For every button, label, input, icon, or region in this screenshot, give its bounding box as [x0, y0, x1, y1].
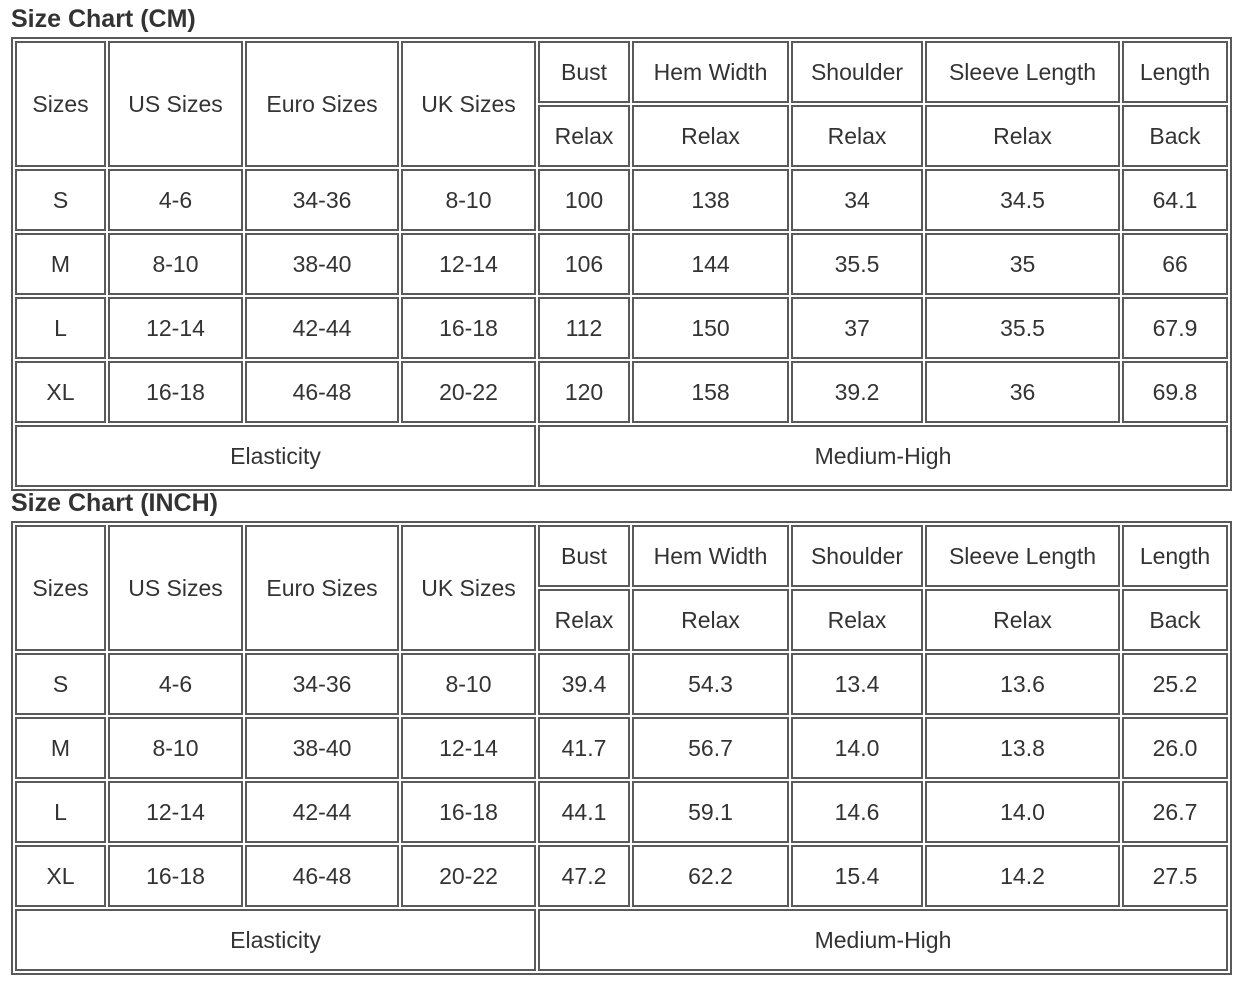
table-row: [15, 361, 1228, 423]
cell-uk-size: 20-22: [401, 845, 536, 907]
header-row: [15, 525, 1228, 587]
table-row: [15, 845, 1228, 907]
header-us-sizes: US Sizes: [108, 525, 243, 651]
table-row: [15, 781, 1228, 843]
cell-bust: 106: [538, 233, 630, 295]
cell-length: 64.1: [1122, 169, 1228, 231]
cell-bust: 112: [538, 297, 630, 359]
subheader-shoulder: Relax: [791, 589, 923, 651]
header-sleeve-length: Sleeve Length: [925, 525, 1120, 587]
cell-euro-size: 34-36: [245, 653, 399, 715]
elasticity-value: Medium-High: [538, 909, 1228, 971]
cell-sleeve-length: 13.8: [925, 717, 1120, 779]
cell-us-size: 16-18: [108, 361, 243, 423]
cell-uk-size: 8-10: [401, 653, 536, 715]
header-hem-width: Hem Width: [632, 41, 789, 103]
cell-bust: 44.1: [538, 781, 630, 843]
cell-uk-size: 12-14: [401, 717, 536, 779]
cell-size: M: [15, 233, 106, 295]
cell-length: 26.0: [1122, 717, 1228, 779]
cell-size: L: [15, 297, 106, 359]
header-bust: Bust: [538, 525, 630, 587]
cell-length: 69.8: [1122, 361, 1228, 423]
header-us-sizes: US Sizes: [108, 41, 243, 167]
cell-hem-width: 150: [632, 297, 789, 359]
header-row: [15, 41, 1228, 103]
cell-euro-size: 38-40: [245, 717, 399, 779]
cell-size: S: [15, 653, 106, 715]
subheader-length: Back: [1122, 589, 1228, 651]
cell-bust: 41.7: [538, 717, 630, 779]
table-row: [15, 297, 1228, 359]
header-bust: Bust: [538, 41, 630, 103]
table-row: [15, 653, 1228, 715]
subheader-length: Back: [1122, 105, 1228, 167]
cell-size: L: [15, 781, 106, 843]
cell-uk-size: 12-14: [401, 233, 536, 295]
elasticity-label: Elasticity: [15, 909, 536, 971]
elasticity-row: [15, 425, 1228, 487]
cell-us-size: 8-10: [108, 717, 243, 779]
size-chart-cm-title: Size Chart (CM): [11, 5, 196, 33]
cell-hem-width: 158: [632, 361, 789, 423]
cell-sleeve-length: 36: [925, 361, 1120, 423]
cell-sleeve-length: 34.5: [925, 169, 1120, 231]
subheader-sleeve-length: Relax: [925, 589, 1120, 651]
cell-hem-width: 62.2: [632, 845, 789, 907]
cell-shoulder: 14.6: [791, 781, 923, 843]
header-hem-width: Hem Width: [632, 525, 789, 587]
header-euro-sizes: Euro Sizes: [245, 525, 399, 651]
cell-hem-width: 56.7: [632, 717, 789, 779]
header-euro-sizes: Euro Sizes: [245, 41, 399, 167]
cell-euro-size: 42-44: [245, 297, 399, 359]
header-length: Length: [1122, 41, 1228, 103]
cell-shoulder: 34: [791, 169, 923, 231]
header-uk-sizes: UK Sizes: [401, 525, 536, 651]
cell-shoulder: 39.2: [791, 361, 923, 423]
size-chart-cm-table: [11, 37, 1232, 491]
cell-sleeve-length: 35.5: [925, 297, 1120, 359]
elasticity-value: Medium-High: [538, 425, 1228, 487]
header-sizes: Sizes: [15, 525, 106, 651]
cell-sleeve-length: 14.2: [925, 845, 1120, 907]
cell-us-size: 4-6: [108, 653, 243, 715]
subheader-shoulder: Relax: [791, 105, 923, 167]
cell-us-size: 12-14: [108, 297, 243, 359]
subheader-hem-width: Relax: [632, 589, 789, 651]
cell-uk-size: 20-22: [401, 361, 536, 423]
table-row: [15, 169, 1228, 231]
cell-shoulder: 14.0: [791, 717, 923, 779]
cell-uk-size: 16-18: [401, 781, 536, 843]
cell-size: XL: [15, 845, 106, 907]
cell-bust: 47.2: [538, 845, 630, 907]
subheader-sleeve-length: Relax: [925, 105, 1120, 167]
cell-shoulder: 37: [791, 297, 923, 359]
cell-hem-width: 138: [632, 169, 789, 231]
subheader-bust: Relax: [538, 589, 630, 651]
cell-euro-size: 46-48: [245, 845, 399, 907]
cell-bust: 120: [538, 361, 630, 423]
cell-bust: 39.4: [538, 653, 630, 715]
cell-sleeve-length: 13.6: [925, 653, 1120, 715]
cell-us-size: 16-18: [108, 845, 243, 907]
cell-length: 27.5: [1122, 845, 1228, 907]
cell-sleeve-length: 14.0: [925, 781, 1120, 843]
elasticity-row: [15, 909, 1228, 971]
cell-bust: 100: [538, 169, 630, 231]
cell-uk-size: 16-18: [401, 297, 536, 359]
cell-us-size: 8-10: [108, 233, 243, 295]
table-row: [15, 233, 1228, 295]
cell-hem-width: 59.1: [632, 781, 789, 843]
elasticity-label: Elasticity: [15, 425, 536, 487]
subheader-hem-width: Relax: [632, 105, 789, 167]
cell-euro-size: 42-44: [245, 781, 399, 843]
cell-uk-size: 8-10: [401, 169, 536, 231]
cell-size: XL: [15, 361, 106, 423]
header-uk-sizes: UK Sizes: [401, 41, 536, 167]
cell-length: 67.9: [1122, 297, 1228, 359]
header-length: Length: [1122, 525, 1228, 587]
cell-shoulder: 13.4: [791, 653, 923, 715]
cell-length: 25.2: [1122, 653, 1228, 715]
cell-hem-width: 144: [632, 233, 789, 295]
header-sizes: Sizes: [15, 41, 106, 167]
header-shoulder: Shoulder: [791, 41, 923, 103]
cell-us-size: 12-14: [108, 781, 243, 843]
cell-size: M: [15, 717, 106, 779]
cell-size: S: [15, 169, 106, 231]
header-shoulder: Shoulder: [791, 525, 923, 587]
cell-hem-width: 54.3: [632, 653, 789, 715]
cell-euro-size: 38-40: [245, 233, 399, 295]
cell-euro-size: 46-48: [245, 361, 399, 423]
cell-length: 26.7: [1122, 781, 1228, 843]
table-row: [15, 717, 1228, 779]
size-chart-inch-table: [11, 521, 1232, 975]
cell-length: 66: [1122, 233, 1228, 295]
subheader-bust: Relax: [538, 105, 630, 167]
cell-euro-size: 34-36: [245, 169, 399, 231]
header-sleeve-length: Sleeve Length: [925, 41, 1120, 103]
size-chart-inch-title: Size Chart (INCH): [11, 489, 218, 517]
cell-sleeve-length: 35: [925, 233, 1120, 295]
cell-us-size: 4-6: [108, 169, 243, 231]
cell-shoulder: 15.4: [791, 845, 923, 907]
cell-shoulder: 35.5: [791, 233, 923, 295]
